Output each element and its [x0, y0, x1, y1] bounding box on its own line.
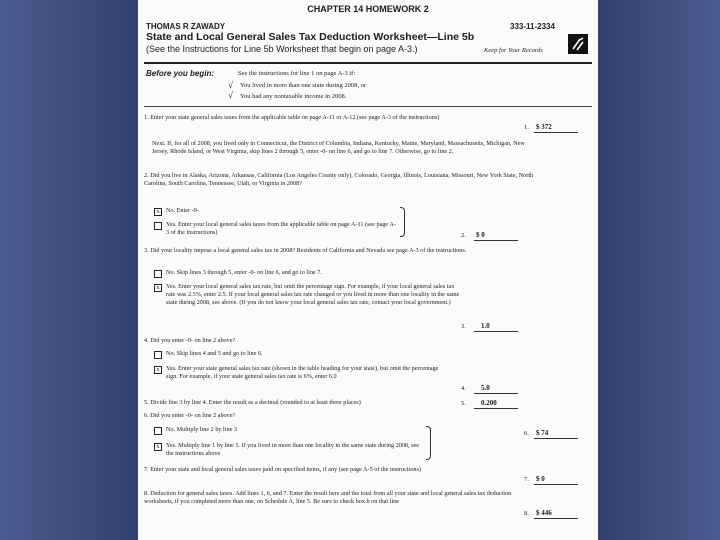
- worksheet-page: [138, 0, 598, 540]
- line-6-no-text: No. Multiply line 2 by line 3: [166, 426, 237, 433]
- bracket: [426, 426, 431, 460]
- line-3-amount: 1.0: [481, 322, 490, 330]
- checkmark-icon: √: [228, 90, 233, 100]
- line-3-yes-checkbox[interactable]: x: [154, 284, 162, 292]
- answer-underline: [534, 132, 578, 133]
- line-8-number: 8.: [524, 510, 529, 517]
- line-3-text: 3. Did your locality impose a local general sales tax in 2008? Residents of California and Nevada see page A-3 of the instructions.: [144, 247, 467, 254]
- answer-underline: [474, 240, 518, 241]
- answer-underline: [534, 484, 578, 485]
- line-5-amount: 0.200: [481, 399, 497, 407]
- line-4-number: 4.: [461, 385, 466, 392]
- line-3-no-text: No. Skip lines 3 through 5, enter -0- on line 6, and go to line 7.: [166, 269, 322, 276]
- before-item-2: You had any nontaxable income in 2008.: [240, 93, 347, 100]
- line-3-no-checkbox[interactable]: [154, 270, 162, 278]
- line-8-text: 8. Deduction for general sales taxes. Add lines 1, 6, and 7. Enter the result here and the total from all your state and local general sales tax deduction worksheets, if you completed more than one, on Schedule A, line 5. Be sure to check box b on that line: [144, 490, 512, 505]
- line-7-number: 7.: [524, 476, 529, 483]
- line-6-amount: $ 74: [536, 429, 549, 437]
- line-2-yes-checkbox[interactable]: [154, 222, 162, 230]
- before-you-begin-text: See the instructions for line 1 on page A-3 if:: [238, 70, 356, 77]
- line-6-yes-checkbox[interactable]: x: [154, 443, 162, 451]
- line-1-text: 1. Enter your state general sales taxes from the applicable table on page A-11 or A-12 (see page A-3 of the instructions): [144, 114, 440, 121]
- line-3-number: 3.: [461, 323, 466, 330]
- line-2-no-text: No. Enter -0-: [166, 207, 199, 214]
- line-5-number: 5.: [461, 400, 466, 407]
- line-6-number: 6.: [524, 430, 529, 437]
- checkmark-icon: √: [228, 80, 233, 90]
- taxpayer-ssn: 333-11-2334: [510, 22, 555, 31]
- line-1-amount: $ 372: [536, 123, 552, 131]
- header-rule: [144, 62, 592, 64]
- line-6-yes-text: Yes. Multiply line 1 by line 5. If you lived in more than one locality in the same state during 2008, see the instructions above: [166, 442, 420, 457]
- line-2-text: 2. Did you live in Alaska, Arizona, Arkansas, California (Los Angeles County only), Colorado, Georgia, Illinois, Louisiana, Missouri, New York State, North Carolina, South Carolina, Tennessee, Utah, or Virginia in 2008?: [144, 172, 534, 187]
- taxpayer-name: THOMAS R ZAWADY: [146, 22, 226, 31]
- line-6-no-checkbox[interactable]: [154, 427, 162, 435]
- worksheet-subtitle: (See the Instructions for Line 5b Worksheet that begin on page A-3.): [146, 44, 418, 54]
- line-2-amount: $ 0: [476, 231, 485, 239]
- keep-records-note: Keep for Your Records: [484, 47, 543, 54]
- line-2-no-checkbox[interactable]: x: [154, 208, 162, 216]
- answer-underline: [474, 408, 518, 409]
- line-7-text: 7. Enter your state and local general sales taxes paid on specified items, if any (see page A-5 of the instructions): [144, 466, 421, 473]
- line-1-number: 1.: [524, 124, 529, 131]
- bracket: [400, 207, 405, 237]
- answer-underline: [474, 331, 518, 332]
- before-you-begin-label: Before you begin:: [146, 69, 215, 78]
- slide-background-left: [0, 0, 138, 540]
- worksheet-title: State and Local General Sales Tax Deduction Worksheet—Line 5b: [146, 31, 475, 43]
- line-6-text: 6. Did you enter -0- on line 2 above?: [144, 412, 236, 419]
- line-4-no-text: No. Skip lines 4 and 5 and go to line 6.: [166, 350, 263, 357]
- records-logo-icon: [568, 34, 588, 54]
- section-rule: [144, 106, 592, 107]
- line-8-amount: $ 446: [536, 509, 552, 517]
- line-4-no-checkbox[interactable]: [154, 351, 162, 359]
- before-item-1: You lived in more than one state during 2008, or: [240, 82, 367, 89]
- line-4-text: 4. Did you enter -0- on line 2 above?: [144, 337, 236, 344]
- line-4-yes-text: Yes. Enter your state general sales tax rate (shown in the table heading for your state), but omit the percentage sign. For example, if your state general sales tax rate is 6%, enter 6.0: [166, 365, 439, 380]
- line-4-yes-checkbox[interactable]: x: [154, 366, 162, 374]
- next-instructions: Next. If, for all of 2008, you lived only in Connecticut, the District of Columbia, Indiana, Kentucky, Maine, Maryland, Massachusetts, Michigan, New Jersey, Rhode Island, or West Virginia, skip lines 2 through 5, enter -0- on line 6, and go to line 7. Otherwise, go to line 2.: [152, 140, 525, 155]
- chapter-heading: CHAPTER 14 HOMEWORK 2: [307, 4, 429, 14]
- slide-background-right: [598, 0, 720, 540]
- line-4-amount: 5.0: [481, 384, 490, 392]
- answer-underline: [534, 518, 578, 519]
- answer-underline: [474, 393, 518, 394]
- answer-underline: [534, 438, 578, 439]
- line-7-amount: $ 0: [536, 475, 545, 483]
- line-3-yes-text: Yes. Enter your local general sales tax rate, but omit the percentage sign. For example, if your local general sales tax rate was 2.5%, enter 2.5. If your local general sales tax rate changed or you lived in more than one locality in the same state during 2008, see above. (If you do not know your local general sales tax rate, contact your local government.): [166, 283, 460, 306]
- line-5-text: 5. Divide line 3 by line 4. Enter the result as a decimal (rounded to at least three places): [144, 399, 361, 406]
- line-2-number: 2.: [461, 232, 466, 239]
- line-2-yes-text: Yes. Enter your local general sales taxes from the applicable table on page A-11 (see page A-3 of the instructions): [166, 221, 396, 236]
